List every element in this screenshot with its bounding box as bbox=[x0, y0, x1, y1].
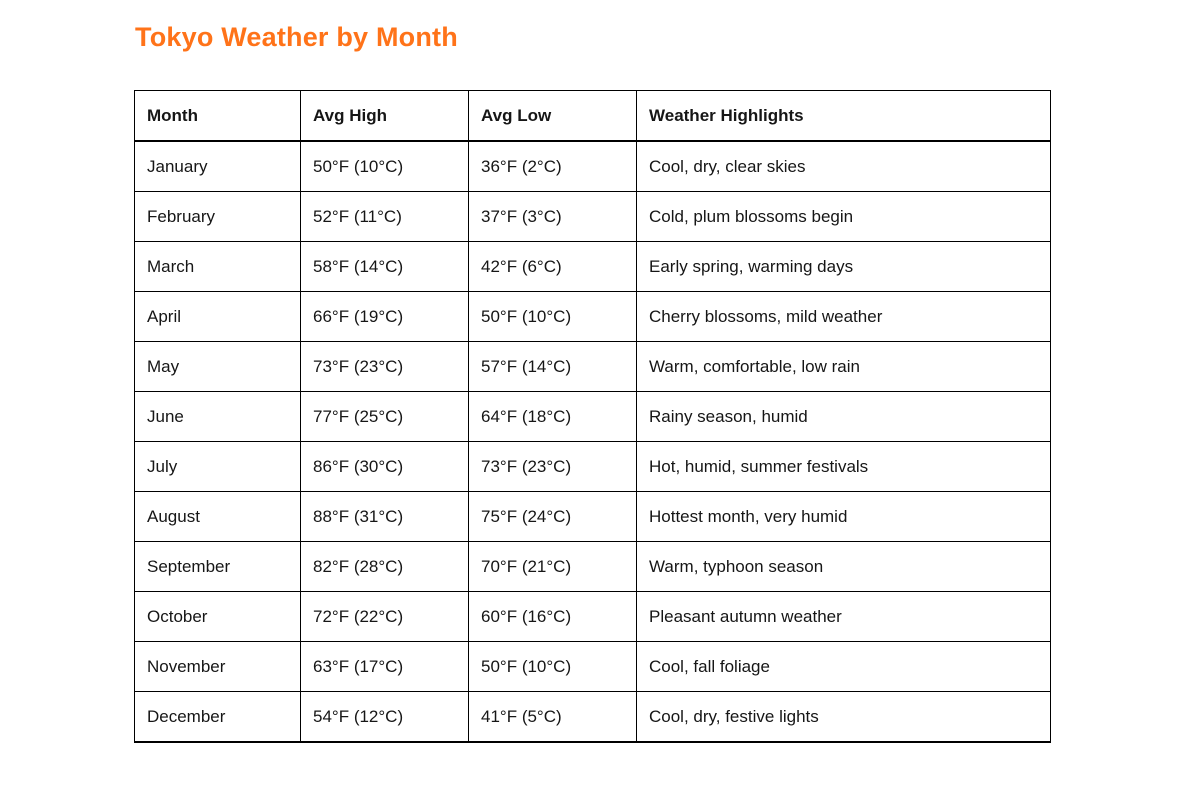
cell-highlights: Warm, comfortable, low rain bbox=[637, 342, 1051, 392]
cell-highlights: Hot, humid, summer festivals bbox=[637, 442, 1051, 492]
table-row bbox=[135, 342, 1051, 392]
cell-avg-low: 73°F (23°C) bbox=[469, 442, 637, 492]
cell-highlights: Cool, dry, festive lights bbox=[637, 692, 1051, 743]
cell-month: November bbox=[135, 642, 301, 692]
cell-avg-low: 50°F (10°C) bbox=[469, 642, 637, 692]
table-row bbox=[135, 592, 1051, 642]
cell-month: September bbox=[135, 542, 301, 592]
cell-highlights: Rainy season, humid bbox=[637, 392, 1051, 442]
cell-month: February bbox=[135, 192, 301, 242]
cell-highlights: Cold, plum blossoms begin bbox=[637, 192, 1051, 242]
cell-avg-low: 36°F (2°C) bbox=[469, 141, 637, 192]
cell-avg-low: 41°F (5°C) bbox=[469, 692, 637, 743]
cell-avg-low: 57°F (14°C) bbox=[469, 342, 637, 392]
cell-highlights: Cool, fall foliage bbox=[637, 642, 1051, 692]
page-title: Tokyo Weather by Month bbox=[135, 22, 458, 52]
cell-avg-low: 70°F (21°C) bbox=[469, 542, 637, 592]
cell-avg-low: 42°F (6°C) bbox=[469, 242, 637, 292]
cell-avg-high: 63°F (17°C) bbox=[301, 642, 469, 692]
cell-avg-high: 72°F (22°C) bbox=[301, 592, 469, 642]
table-row bbox=[135, 242, 1051, 292]
table-row bbox=[135, 192, 1051, 242]
column-header-month: Month bbox=[135, 91, 301, 142]
cell-highlights: Early spring, warming days bbox=[637, 242, 1051, 292]
cell-avg-high: 73°F (23°C) bbox=[301, 342, 469, 392]
cell-avg-high: 86°F (30°C) bbox=[301, 442, 469, 492]
cell-avg-high: 58°F (14°C) bbox=[301, 242, 469, 292]
cell-avg-high: 77°F (25°C) bbox=[301, 392, 469, 442]
table-header bbox=[135, 91, 1051, 142]
cell-month: July bbox=[135, 442, 301, 492]
cell-month: March bbox=[135, 242, 301, 292]
cell-avg-high: 50°F (10°C) bbox=[301, 141, 469, 192]
cell-highlights: Pleasant autumn weather bbox=[637, 592, 1051, 642]
header-row bbox=[135, 91, 1051, 142]
column-header-avg-low: Avg Low bbox=[469, 91, 637, 142]
table-row bbox=[135, 542, 1051, 592]
table-row bbox=[135, 141, 1051, 192]
cell-avg-low: 64°F (18°C) bbox=[469, 392, 637, 442]
cell-month: December bbox=[135, 692, 301, 743]
table-row bbox=[135, 692, 1051, 743]
table-body bbox=[135, 141, 1051, 742]
cell-avg-high: 82°F (28°C) bbox=[301, 542, 469, 592]
cell-month: August bbox=[135, 492, 301, 542]
weather-table bbox=[134, 90, 1051, 743]
cell-avg-high: 52°F (11°C) bbox=[301, 192, 469, 242]
table-row bbox=[135, 442, 1051, 492]
table-row bbox=[135, 492, 1051, 542]
cell-avg-high: 54°F (12°C) bbox=[301, 692, 469, 743]
column-header-avg-high: Avg High bbox=[301, 91, 469, 142]
cell-month: October bbox=[135, 592, 301, 642]
cell-highlights: Cool, dry, clear skies bbox=[637, 141, 1051, 192]
cell-avg-low: 60°F (16°C) bbox=[469, 592, 637, 642]
cell-month: June bbox=[135, 392, 301, 442]
cell-avg-low: 75°F (24°C) bbox=[469, 492, 637, 542]
cell-month: January bbox=[135, 141, 301, 192]
cell-highlights: Cherry blossoms, mild weather bbox=[637, 292, 1051, 342]
cell-highlights: Hottest month, very humid bbox=[637, 492, 1051, 542]
column-header-highlights: Weather Highlights bbox=[637, 91, 1051, 142]
table-row bbox=[135, 392, 1051, 442]
cell-month: May bbox=[135, 342, 301, 392]
cell-month: April bbox=[135, 292, 301, 342]
table-row bbox=[135, 642, 1051, 692]
cell-avg-high: 66°F (19°C) bbox=[301, 292, 469, 342]
cell-highlights: Warm, typhoon season bbox=[637, 542, 1051, 592]
table-row bbox=[135, 292, 1051, 342]
cell-avg-low: 37°F (3°C) bbox=[469, 192, 637, 242]
cell-avg-high: 88°F (31°C) bbox=[301, 492, 469, 542]
cell-avg-low: 50°F (10°C) bbox=[469, 292, 637, 342]
